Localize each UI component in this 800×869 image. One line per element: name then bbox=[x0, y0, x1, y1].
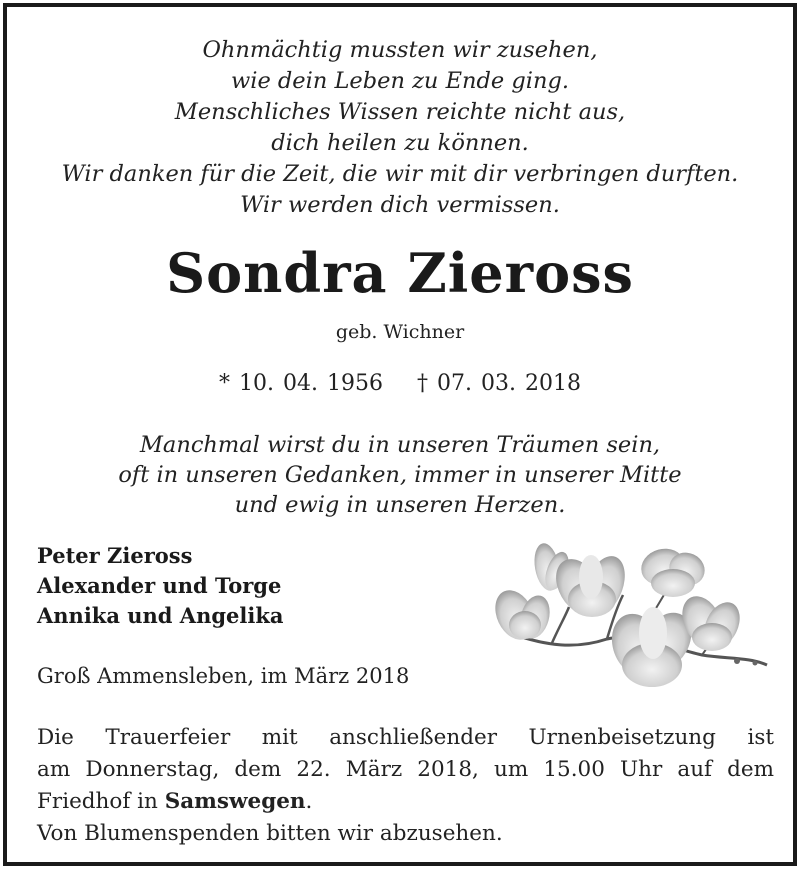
life-dates bbox=[7, 369, 793, 399]
death-date: † 07. 03. 2018 bbox=[417, 371, 581, 396]
obituary-frame bbox=[3, 3, 797, 866]
poem-line: dich heilen zu können. bbox=[271, 130, 529, 156]
notice-line: Die Trauerfeier mit anschließender Urnenbeisetzung ist bbox=[37, 725, 774, 750]
birth-date: * 10. 04. 1956 bbox=[219, 371, 383, 396]
mourner-name: Peter Zieross bbox=[37, 543, 193, 568]
mourner-name: Annika und Angelika bbox=[37, 603, 284, 628]
notice-line: Von Blumenspenden bitten wir abzusehen. bbox=[37, 821, 503, 846]
funeral-notice bbox=[37, 722, 774, 850]
poem-top bbox=[7, 35, 793, 221]
poem-middle bbox=[7, 430, 793, 520]
poem-line: wie dein Leben zu Ende ging. bbox=[230, 68, 570, 94]
magnolia-branch-icon bbox=[487, 537, 772, 697]
mourners-list bbox=[37, 541, 284, 631]
poem-line: Menschliches Wissen reichte nicht aus, bbox=[174, 99, 626, 125]
place-date: Groß Ammensleben, im März 2018 bbox=[37, 664, 410, 688]
cemetery-place: Samswegen bbox=[164, 789, 306, 814]
poem-line: Wir werden dich vermissen. bbox=[240, 192, 560, 218]
poem-line: Wir danken für die Zeit, die wir mit dir verbringen durften. bbox=[61, 161, 739, 187]
notice-text: Friedhof in bbox=[37, 789, 165, 814]
poem-line: Manchmal wirst du in unseren Träumen sein, bbox=[139, 432, 661, 458]
mourner-name: Alexander und Torge bbox=[37, 573, 282, 598]
notice-text: . bbox=[305, 789, 313, 814]
poem-line: und ewig in unseren Herzen. bbox=[234, 492, 566, 518]
notice-line: am Donnerstag, dem 22. März 2018, um 15.00 Uhr auf dem bbox=[37, 757, 774, 782]
notice-line bbox=[37, 786, 774, 818]
deceased-name: Sondra Zieross bbox=[166, 241, 634, 305]
maiden-name: geb. Wichner bbox=[335, 321, 465, 343]
poem-line: Ohnmächtig mussten wir zusehen, bbox=[202, 37, 598, 63]
poem-line: oft in unseren Gedanken, immer in unserer Mitte bbox=[118, 462, 682, 488]
